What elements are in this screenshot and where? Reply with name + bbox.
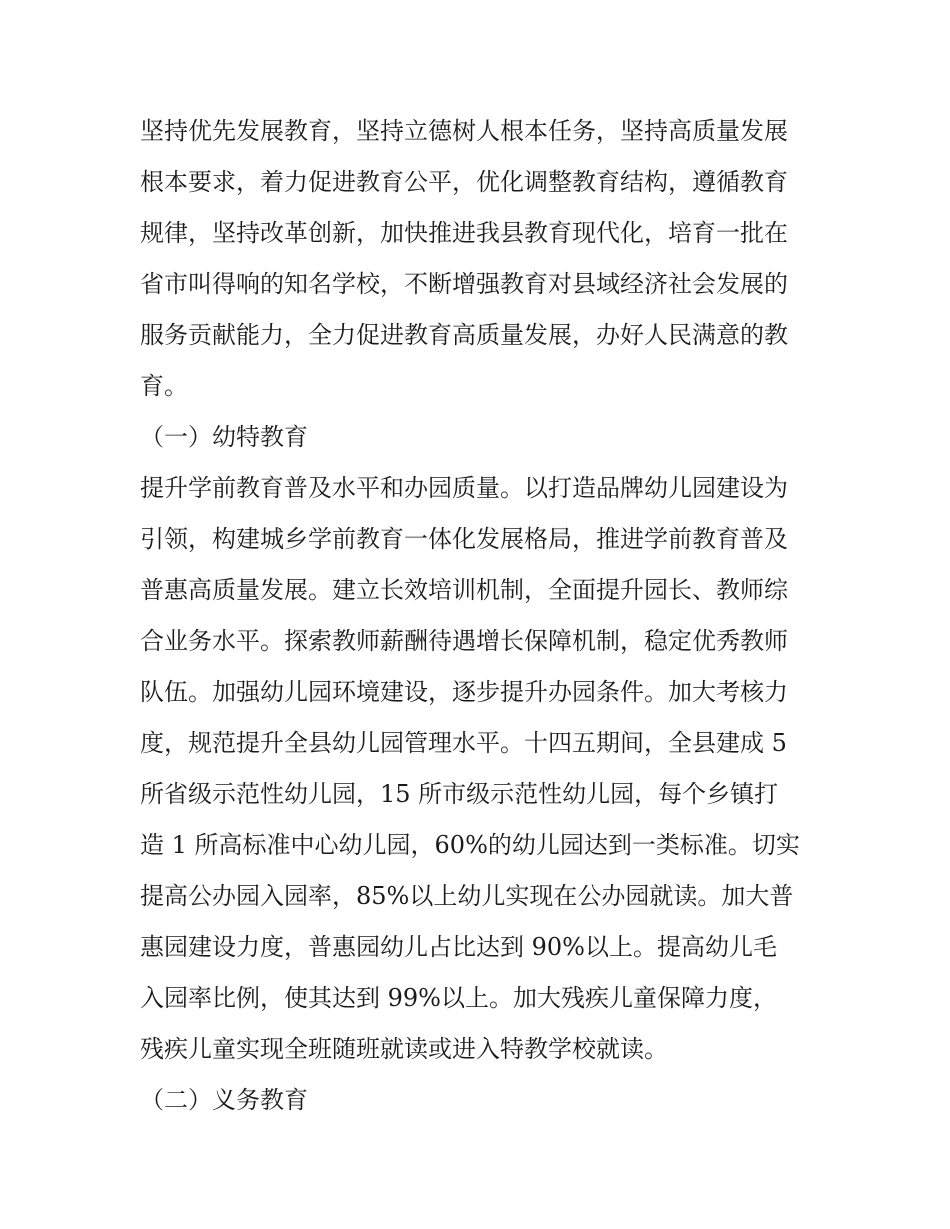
text-line: 提升学前教育普及水平和办园质量。以打造品牌幼儿园建设为 [140,474,788,502]
text-line: 规律，坚持改革创新，加快推进我县教育现代化，培育一批在 [140,219,788,247]
text-line: 普惠高质量发展。建立长效培训机制，全面提升园长、教师综 [140,576,788,604]
text-line: 所省级示范性幼儿园，15 所市级示范性幼儿园，每个乡镇打 [140,780,779,808]
text-line: 坚持优先发展教育，坚持立德树人根本任务，坚持高质量发展 [140,117,788,145]
text-line: 服务贡献能力，全力促进教育高质量发展，办好人民满意的教 [140,321,788,349]
text-line: 队伍。加强幼儿园环境建设，逐步提升办园条件。加大考核力 [140,678,788,706]
text-line: 惠园建设力度，普惠园幼儿占比达到 90%以上。提高幼儿毛 [140,933,777,961]
paragraph-1 [140,106,812,412]
text-line: 造 1 所高标准中心幼儿园，60%的幼儿园达到一类标准。切实 [140,831,800,859]
text-line: 合业务水平。探索教师薪酬待遇增长保障机制，稳定优秀教师 [140,627,788,655]
text-line: 育。 [140,372,188,400]
text-line: 度，规范提升全县幼儿园管理水平。十四五期间，全县建成 5 [140,729,787,757]
text-line: 残疾儿童实现全班随班就读或进入特教学校就读。 [140,1035,668,1063]
section-heading-1: （一）幼特教育 [140,423,308,451]
section-heading-2: （二）义务教育 [140,1086,308,1114]
paragraph-2 [140,463,812,1075]
text-line: 引领，构建城乡学前教育一体化发展格局，推进学前教育普及 [140,525,788,553]
document-body [140,106,812,1126]
text-line: 根本要求，着力促进教育公平，优化调整教育结构，遵循教育 [140,168,788,196]
text-line: 省市叫得响的知名学校，不断增强教育对县域经济社会发展的 [140,270,788,298]
text-line: 入园率比例，使其达到 99%以上。加大残疾儿童保障力度， [140,984,777,1012]
text-line: 提高公办园入园率，85%以上幼儿实现在公办园就读。加大普 [140,882,794,910]
